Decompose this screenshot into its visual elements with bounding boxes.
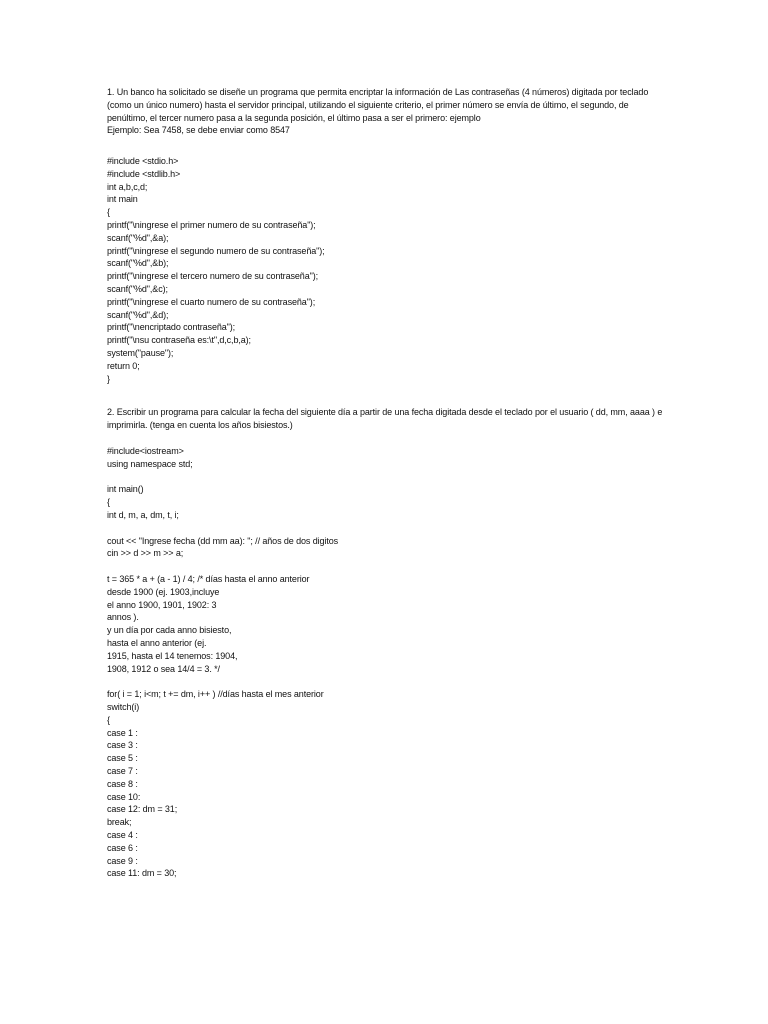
code-line: desde 1900 (ej. 1903,incluye [107, 586, 220, 597]
code-line: int main() [107, 484, 144, 495]
code-line: { [107, 497, 110, 508]
statement-line: Ejemplo: Sea 7458, se debe enviar como 8547 [107, 125, 290, 136]
statement-line: 1. Un banco ha solicitado se diseñe un programa que permita encriptar la información de Las contraseñas (4 números) digitada por teclado [107, 87, 649, 97]
blank-line [107, 522, 667, 535]
statement-line: penúltimo, el tercer numero pasa a la segunda posición, el último pasa a ser el primero: ejemplo [107, 112, 481, 123]
code-line: using namespace std; [107, 458, 193, 469]
code-line: t = 365 * a + (a - 1) / 4; /* días hasta el anno anterior [107, 573, 310, 584]
code-line: annos ). [107, 612, 139, 623]
statement-line: (como un único numero) hasta el servidor principal, utilizando el siguiente criterio, el primer número se envía de último, el segundo, de [107, 99, 629, 110]
code-line: case 8 : [107, 778, 138, 789]
code-line: printf("\nsu contraseña es:\t",d,c,b,a); [107, 335, 251, 346]
code-line: case 6 : [107, 842, 138, 853]
code-line: scanf("%d",&c); [107, 283, 168, 294]
code-line: return 0; [107, 360, 140, 371]
code-line: cin >> d >> m >> a; [107, 548, 184, 559]
code-line: switch(i) [107, 701, 140, 712]
statement-line: imprimirla. (tenga en cuenta los años bisiestos.) [107, 419, 293, 430]
code-line: 1915, hasta el 14 tenemos: 1904, [107, 650, 238, 661]
code-line: scanf("%d",&a); [107, 232, 169, 243]
code-line: cout << "Ingrese fecha (dd mm aa): "; // años de dos digitos [107, 535, 339, 546]
problem2-code [107, 445, 667, 880]
code-line: #include<iostream> [107, 446, 184, 456]
problem1-statement [107, 86, 667, 137]
problem1-code [107, 155, 667, 385]
code-line: scanf("%d",&b); [107, 258, 169, 269]
code-line: y un día por cada anno bisiesto, [107, 625, 232, 636]
code-line: system("pause"); [107, 347, 174, 358]
code-line: case 5 : [107, 753, 138, 764]
code-line: int d, m, a, dm, t, i; [107, 509, 179, 520]
code-line: #include <stdio.h> [107, 156, 179, 166]
statement-line: 2. Escribir un programa para calcular la fecha del siguiente día a partir de una fecha digitada desde el teclado por el usuario ( dd, mm, aaaa ) e [107, 407, 663, 417]
code-line: int main [107, 194, 138, 205]
code-line: printf("\ningrese el cuarto numero de su contraseña"); [107, 296, 316, 307]
code-line: case 3 : [107, 740, 138, 751]
code-line: case 7 : [107, 765, 138, 776]
code-line: scanf("%d",&d); [107, 309, 169, 320]
code-line: printf("\ningrese el segundo numero de su contraseña"); [107, 245, 325, 256]
problem2-statement [107, 406, 667, 432]
code-line: break; [107, 817, 132, 828]
blank-line [107, 560, 667, 573]
code-line: 1908, 1912 o sea 14/4 = 3. */ [107, 663, 220, 674]
code-line: case 12: dm = 31; [107, 804, 178, 815]
code-line: #include <stdlib.h> [107, 168, 181, 179]
code-line: case 10: [107, 791, 141, 802]
code-line: printf("\ningrese el tercero numero de su contraseña"); [107, 271, 318, 282]
code-line: { [107, 714, 110, 725]
blank-line [107, 471, 667, 484]
code-line: el anno 1900, 1901, 1902: 3 [107, 599, 217, 610]
code-line: } [107, 373, 110, 384]
code-line: int a,b,c,d; [107, 181, 148, 192]
code-line: case 1 : [107, 727, 138, 738]
code-line: hasta el anno anterior (ej. [107, 637, 207, 648]
code-line: case 11: dm = 30; [107, 868, 177, 879]
code-line: { [107, 207, 110, 218]
code-line: printf("\ningrese el primer numero de su contraseña"); [107, 219, 316, 230]
code-line: case 4 : [107, 829, 138, 840]
code-line: printf("\nencriptado contraseña"); [107, 322, 236, 333]
code-line: for( i = 1; i<m; t += dm, i++ ) //días hasta el mes anterior [107, 689, 324, 700]
blank-line [107, 675, 667, 688]
code-line: case 9 : [107, 855, 138, 866]
